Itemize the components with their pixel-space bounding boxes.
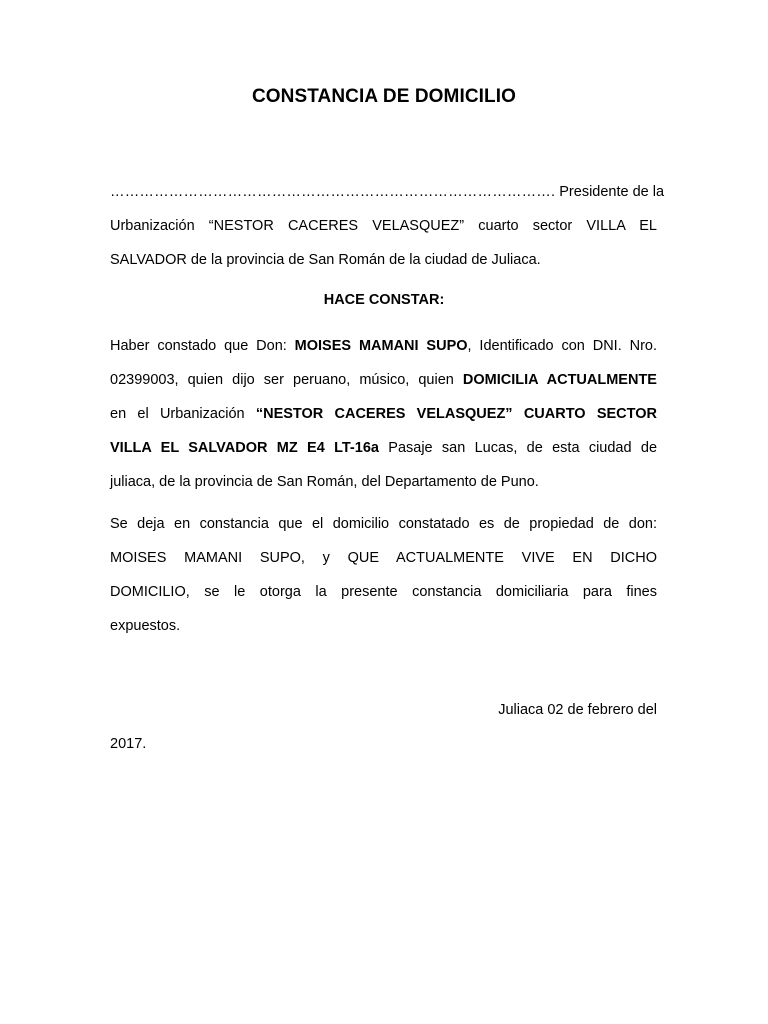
blank-dots: ………………………………………………………………………………. (110, 184, 556, 200)
body-text: Haber constado que Don: (110, 338, 295, 354)
closing-line-4: expuestos. (110, 618, 181, 634)
person-name: MOISES MAMANI SUPO (294, 338, 468, 354)
closing-line-1: Se deja en constancia que el domicilio constatado es de propiedad de don: (110, 516, 657, 532)
date-line-1: Juliaca 02 de febrero del (498, 702, 657, 718)
intro-line-2: Urbanización “NESTOR CACERES VELASQUEZ” cuarto sector VILLA EL (110, 218, 657, 234)
body-text: , Identificado con DNI. Nro. (467, 338, 658, 354)
body-line-1 (110, 329, 657, 363)
section-heading: HACE CONSTAR: (323, 292, 445, 308)
address-detail-text: VILLA EL SALVADOR MZ E4 LT-16a (110, 440, 379, 456)
closing-line-3: DOMICILIO, se le otorga la presente constancia domiciliaria para fines (110, 584, 657, 600)
body-text: Pasaje san Lucas, de esta ciudad de (378, 440, 658, 456)
emphasis-text: DOMICILIA ACTUALMENTE (462, 372, 657, 388)
closing-paragraph (110, 507, 657, 643)
body-line-4 (110, 431, 657, 465)
address-text: “NESTOR CACERES VELASQUEZ” CUARTO SECTOR (255, 406, 657, 422)
intro-line-1-end: Presidente de la (559, 184, 665, 200)
body-line-2 (110, 363, 657, 397)
date-block (110, 693, 657, 761)
intro-paragraph (110, 175, 665, 277)
closing-line-2: MOISES MAMANI SUPO, y QUE ACTUALMENTE VIVE EN DICHO (110, 550, 657, 566)
body-paragraph (110, 329, 657, 499)
body-text: 02399003, quien dijo ser peruano, músico, quien (110, 372, 463, 388)
intro-line-1 (110, 175, 665, 209)
document-title: CONSTANCIA DE DOMICILIO (251, 86, 517, 107)
intro-line-3: SALVADOR de la provincia de San Román de la ciudad de Juliaca. (110, 252, 541, 268)
date-line-2: 2017. (110, 736, 147, 752)
body-text: en el Urbanización (110, 406, 256, 422)
body-line-5: juliaca, de la provincia de San Román, del Departamento de Puno. (110, 474, 539, 490)
body-line-3 (110, 397, 657, 431)
